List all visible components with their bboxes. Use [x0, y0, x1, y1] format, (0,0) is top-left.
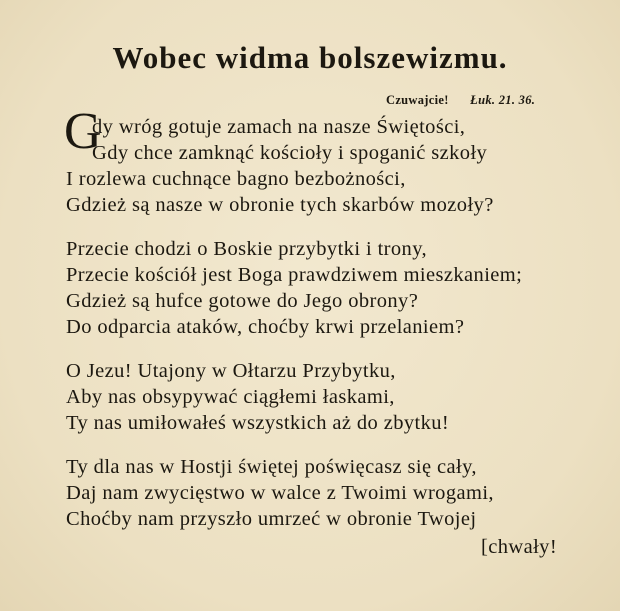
poem-title: Wobec widma bolszewizmu.	[112, 40, 508, 75]
epigraph-reference: Łuk. 21. 36.	[470, 93, 536, 107]
poem-line: I rozlewa cuchnące bagno bezbożności,	[66, 168, 406, 190]
epigraph	[386, 93, 535, 108]
poem-line: Gdzież są nasze w obronie tych skarbów mozoły?	[66, 194, 494, 216]
poem-line: Choćby nam przyszło umrzeć w obronie Twojej	[66, 508, 477, 530]
poem-line: [chwały!	[481, 536, 558, 558]
poem-line: Ty nas umiłowałeś wszystkich aż do zbytku!	[66, 412, 450, 434]
epigraph-text: Czuwajcie!	[386, 93, 449, 107]
poem-line: Do odparcia ataków, choćby krwi przelaniem?	[66, 316, 465, 338]
poem-line: Aby nas obsypywać ciągłemi łaskami,	[66, 386, 395, 408]
poem-line: Przecie kościół jest Boga prawdziwem mieszkaniem;	[66, 264, 523, 286]
drop-cap: G	[64, 103, 102, 160]
poem-line: dy wróg gotuje zamach na nasze Świętości,	[92, 116, 466, 138]
poem-line: Ty dla nas w Hostji świętej poświęcasz się cały,	[66, 456, 477, 478]
poem-line: Gdy chce zamknąć kościoły i spoganić szkoły	[92, 142, 488, 164]
poem-line: Gdzież są hufce gotowe do Jego obrony?	[66, 290, 419, 312]
poem-line: O Jezu! Utajony w Ołtarzu Przybytku,	[66, 360, 396, 382]
poem-line: Przecie chodzi o Boskie przybytki i trony,	[66, 238, 428, 260]
poem-line: Daj nam zwycięstwo w walce z Twoimi wrogami,	[66, 482, 494, 504]
